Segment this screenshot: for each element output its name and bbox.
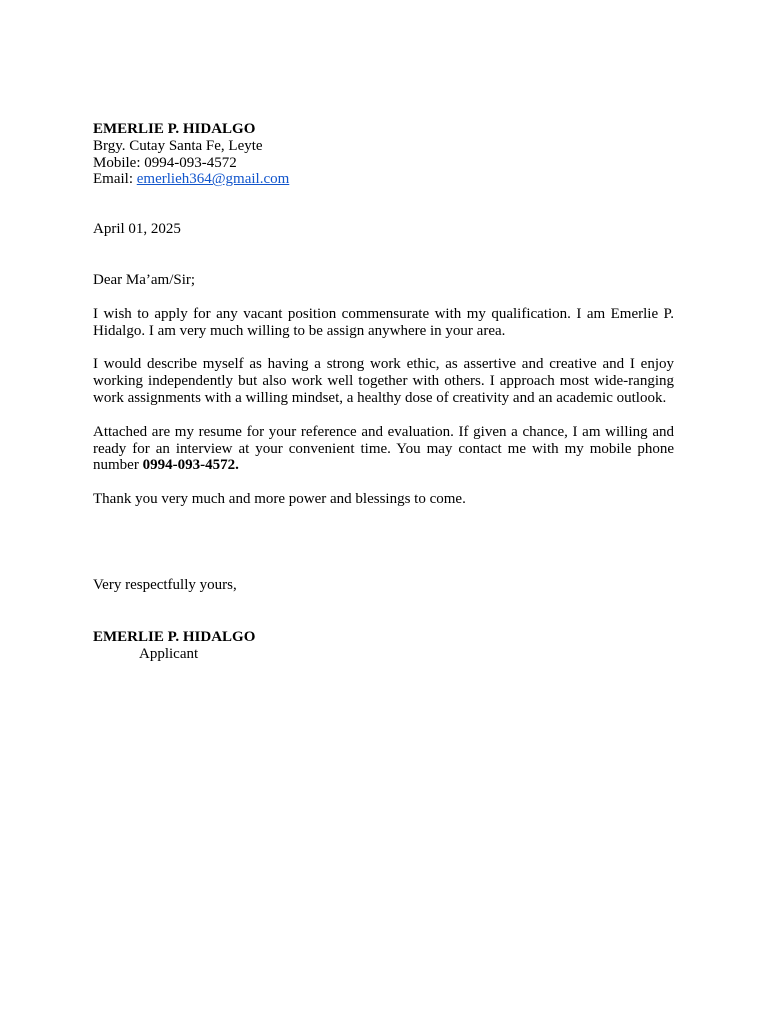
email-label: Email: (93, 171, 133, 188)
paragraph-thanks: Thank you very much and more power and blessings to come. (93, 491, 466, 508)
sender-address: Brgy. Cutay Santa Fe, Leyte (93, 137, 263, 154)
paragraph-contact-text: Attached are my resume for your reference and evaluation. If given a chance, I am willing and ready for an interview at your convenient time. You may contact me with my mobile phone number (93, 423, 674, 474)
sender-header (93, 121, 674, 188)
signature-block (93, 629, 674, 663)
signature-title: Applicant (139, 645, 199, 662)
sender-name: EMERLIE P. HIDALGO (93, 121, 256, 137)
letter-date: April 01, 2025 (93, 221, 181, 238)
email-link[interactable]: emerlieh364@gmail.com (136, 171, 290, 188)
signature-name: EMERLIE P. HIDALGO (93, 628, 256, 645)
letter-page (93, 121, 674, 662)
salutation: Dear Ma’am/Sir; (93, 271, 196, 288)
mobile-label: Mobile: (93, 154, 141, 171)
paragraph-contact (93, 424, 674, 474)
sender-email-line (93, 171, 674, 188)
mobile-number: 0994-093-4572 (144, 154, 237, 171)
paragraph-intro: I wish to apply for any vacant position commensurate with my qualification. I am Emerlie P. Hidalgo. I am very much willing to be assign anywhere in your area. (93, 305, 674, 339)
paragraph-self-description: I would describe myself as having a strong work ethic, as assertive and creative and I enjoy working independently but also work well together with others. I approach most wide-ranging work assignments with a willing mindset, a healthy dose of creativity and an academic outlook. (93, 356, 674, 406)
closing-line: Very respectfully yours, (93, 576, 237, 593)
contact-phone-number: 0994-093-4572. (142, 457, 239, 474)
sender-mobile-line (93, 155, 674, 172)
